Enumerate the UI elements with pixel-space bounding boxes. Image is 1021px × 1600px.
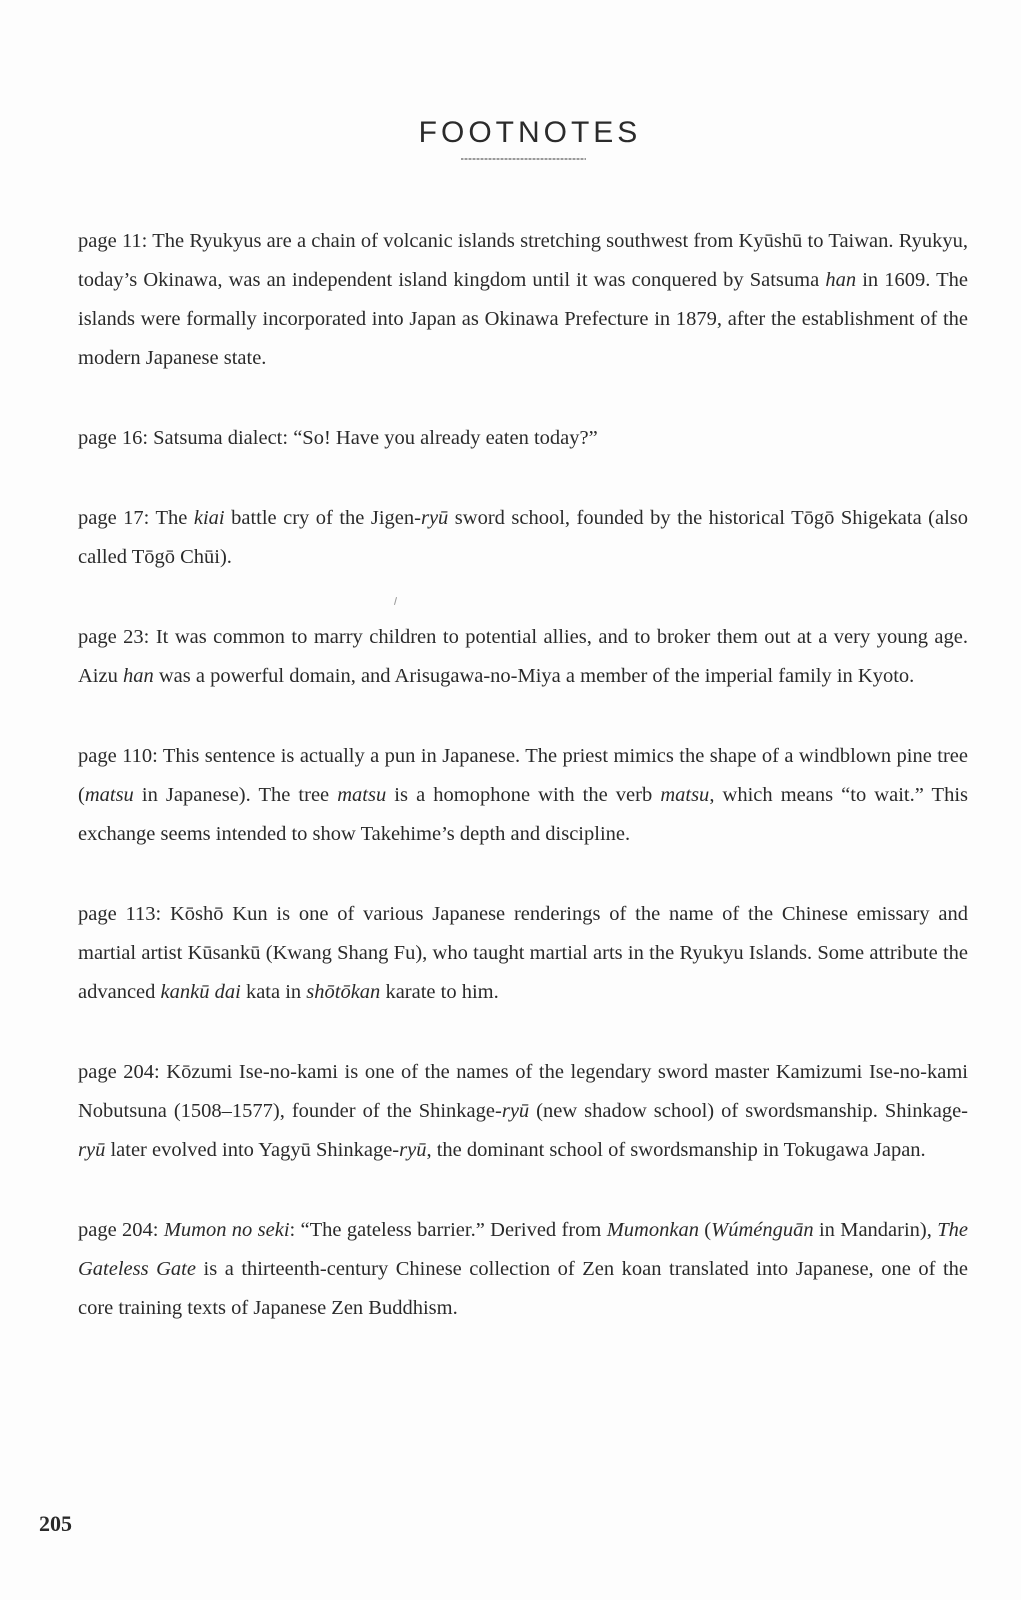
footnote: [78, 419, 968, 458]
footnote-text: , which means “to wait.” This exchange seems intended to show Takehime’s depth and discipline.: [78, 784, 968, 845]
footnote-italic-text: matsu: [660, 784, 710, 806]
footnote-text: page 113: Kōshō Kun is one of various Japanese renderings of the name of the Chinese emissary and martial artist Kūsankū (Kwang Shang Fu), who taught martial arts in the Ryukyu Islands. Some attribute the advanced: [78, 903, 968, 1003]
footnote: [78, 737, 968, 854]
footnote-text: battle cry of the Jigen-: [224, 507, 421, 529]
footnote: [78, 499, 968, 577]
footnote-text: , the dominant school of swordsmanship in Tokugawa Japan.: [426, 1139, 926, 1161]
footnote-italic-text: ryū: [420, 507, 449, 529]
footnote-text: in Japanese). The tree: [133, 784, 338, 806]
footnote-text: was a powerful domain, and Arisugawa-no-Miya a member of the imperial family in Kyoto.: [153, 665, 915, 687]
footnote-text: is a homophone with the verb: [386, 784, 661, 806]
footnote-italic-text: The Gateless Gate: [78, 1219, 968, 1280]
footnote-text: karate to him.: [380, 981, 499, 1003]
footnote-text: later evolved into Yagyū Shinkage-: [105, 1139, 400, 1161]
footnote-italic-text: shōtōkan: [306, 981, 381, 1003]
footnote-italic-text: han: [825, 269, 857, 291]
footnote-italic-text: han: [122, 665, 154, 687]
footnote-text: : “The gateless barrier.” Derived from: [289, 1219, 607, 1241]
footnote-italic-text: ryū: [501, 1100, 530, 1122]
footnote: [78, 618, 968, 696]
footnote-italic-text: Mumon no seki: [163, 1219, 290, 1241]
footnote-italic-text: matsu: [84, 784, 134, 806]
footnote-italic-text: ryū: [399, 1139, 427, 1161]
footnote-italic-text: matsu: [337, 784, 387, 806]
footnote-text: (: [698, 1219, 712, 1241]
footnote-text: kata in: [240, 981, 307, 1003]
page-number: 205: [39, 1511, 72, 1536]
footnote: [78, 1053, 968, 1170]
footnote-italic-text: kiai: [193, 507, 225, 529]
footnote-text: (new shadow school) of swordsmanship. Shinkage-: [529, 1100, 968, 1122]
footnote-text: page 204: Kōzumi Ise-no-kami is one of the names of the legendary sword master Kamizumi Ise-no-kami Nobutsuna (1508–1577), founder of the Shinkage-: [78, 1061, 968, 1122]
footnote-text: page 204:: [78, 1219, 164, 1241]
footnote-text: page 23: It was common to marry children to potential allies, and to broker them out at a very young age. Aizu: [78, 626, 968, 687]
footnotes-list: [78, 222, 968, 1369]
footnote-text: sword school, founded by the historical Tōgō Shigekata (also called Tōgō Chūi).: [78, 507, 968, 568]
footnote-text: page 16: Satsuma dialect: “So! Have you already eaten today?”: [78, 427, 598, 449]
title-divider: [461, 158, 586, 160]
footnote-text: page 110: This sentence is actually a pun in Japanese. The priest mimics the shape of a windblown pine tree (: [78, 745, 968, 806]
footnote: [78, 895, 968, 1012]
footnote-text: page 11: The Ryukyus are a chain of volcanic islands stretching southwest from Kyūshū to Taiwan. Ryukyu, today’s Okinawa, was an independent island kingdom until it was conquered by Satsuma: [78, 230, 968, 291]
footnote-text: in Mandarin),: [813, 1219, 938, 1241]
footnote-text: in 1609. The islands were formally incorporated into Japan as Okinawa Prefecture in 1879, after the establishment of the modern Japanese state.: [78, 269, 968, 369]
footnote-italic-text: Mumonkan: [606, 1219, 699, 1241]
footnote: [78, 222, 968, 378]
footnote: [78, 1211, 968, 1328]
footnote-italic-text: Wúménguān: [711, 1219, 814, 1241]
footnote-text: page 17: The: [78, 507, 194, 529]
footnote-text: is a thirteenth-century Chinese collection of Zen koan translated into Japanese, one of the core training texts of Japanese Zen Buddhism.: [78, 1258, 968, 1319]
page-title: FOOTNOTES: [418, 116, 642, 150]
footnote-italic-text: kankū dai: [160, 981, 241, 1003]
footnote-italic-text: ryū: [78, 1139, 106, 1161]
